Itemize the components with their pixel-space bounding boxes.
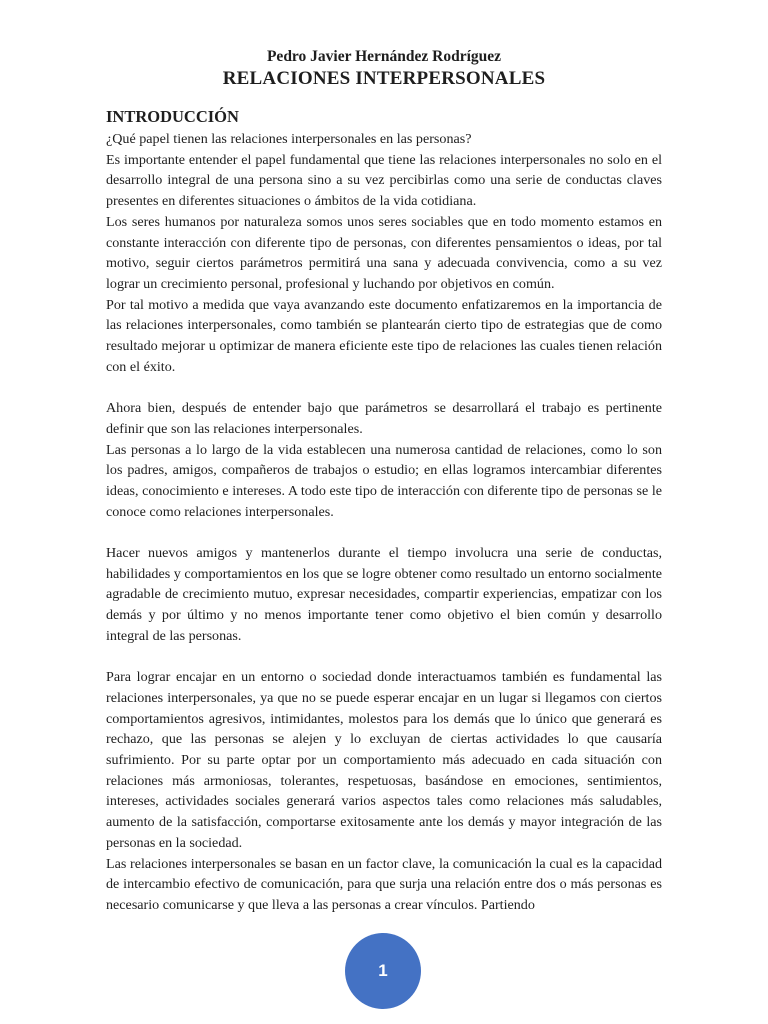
section-heading: INTRODUCCIÓN <box>106 107 239 126</box>
document-body <box>106 129 662 916</box>
paragraph: Para lograr encajar en un entorno o sociedad donde interactuamos también es fundamental las relaciones interpersonales, ya que no se puede esperar encajar en un lugar si llegamos con ciertos comportamientos agresivos, intimidantes, molestos para los demás que lo único que generará es rechazo, que las personas se alejen y lo excluyan de ciertas actividades lo que causaría sufrimiento. Por su parte optar por un comportamiento más adecuado en cada situación con relaciones más armoniosas, tolerantes, respetuosas, basándose en emociones, sentimientos, intereses, actividades sociales generará varios aspectos tales como relaciones más saludables, aumento de la satisfacción, comportarse exitosamente ante los demás y mayor integración de las personas en la sociedad. <box>106 669 662 851</box>
author-name: Pedro Javier Hernández Rodríguez <box>266 48 502 65</box>
paragraph: Es importante entender el papel fundamental que tiene las relaciones interpersonales no solo en el desarrollo integral de una persona sino a su vez percibirlas como una serie de conductas claves presentes en diferentes situaciones o ámbitos de la vida cotidiana. <box>106 151 662 210</box>
paragraph: Las relaciones interpersonales se basan en un factor clave, la comunicación la cual es la capacidad de intercambio efectivo de comunicación, para que surja una relación entre dos o más personas es necesario comunicarse y que lleva a las personas a crear vínculos. Partiendo <box>106 855 662 913</box>
document-title: RELACIONES INTERPERSONALES <box>222 68 546 89</box>
paragraph: Los seres humanos por naturaleza somos unos seres sociables que en todo momento estamos en constante interacción con diferente tipo de personas, con diferentes pensamientos o ideas, por tal motivo, seguir ciertos parámetros permitirá una sana y adecuada convivencia, como a su vez lograr un crecimiento personal, profesional y luchando por objetivos en común. <box>106 213 662 292</box>
paragraph: Ahora bien, después de entender bajo que parámetros se desarrollará el trabajo es pertinente definir que son las relaciones interpersonales. <box>106 400 662 437</box>
page-number-badge <box>345 933 421 1009</box>
paragraph: ¿Qué papel tienen las relaciones interpersonales en las personas? <box>106 131 472 147</box>
page-number: 1 <box>378 961 388 980</box>
paragraph: Hacer nuevos amigos y mantenerlos durante el tiempo involucra una serie de conductas, habilidades y comportamientos en los que se logre obtener como resultado un entorno socialmente agradable de crecimiento mutuo, expresar necesidades, compartir experiencias, empatizar con los demás y por último y no menos importante tener como objetivo el bien común y desarrollo integral de las personas. <box>106 545 662 644</box>
paragraph: Las personas a lo largo de la vida establecen una numerosa cantidad de relaciones, como lo son los padres, amigos, compañeros de trabajos o estudio; en ellas logramos intercambiar diferentes ideas, conocimiento e intereses. A todo este tipo de interacción con diferente tipo de personas se le conoce como relaciones interpersonales. <box>106 441 662 520</box>
paragraph: Por tal motivo a medida que vaya avanzando este documento enfatizaremos en la importancia de las relaciones interpersonales, como también se plantearán cierto tipo de estrategias que de como resultado mejorar u optimizar de manera eficiente este tipo de relaciones las cuales tienen relación con el éxito. <box>106 296 662 375</box>
